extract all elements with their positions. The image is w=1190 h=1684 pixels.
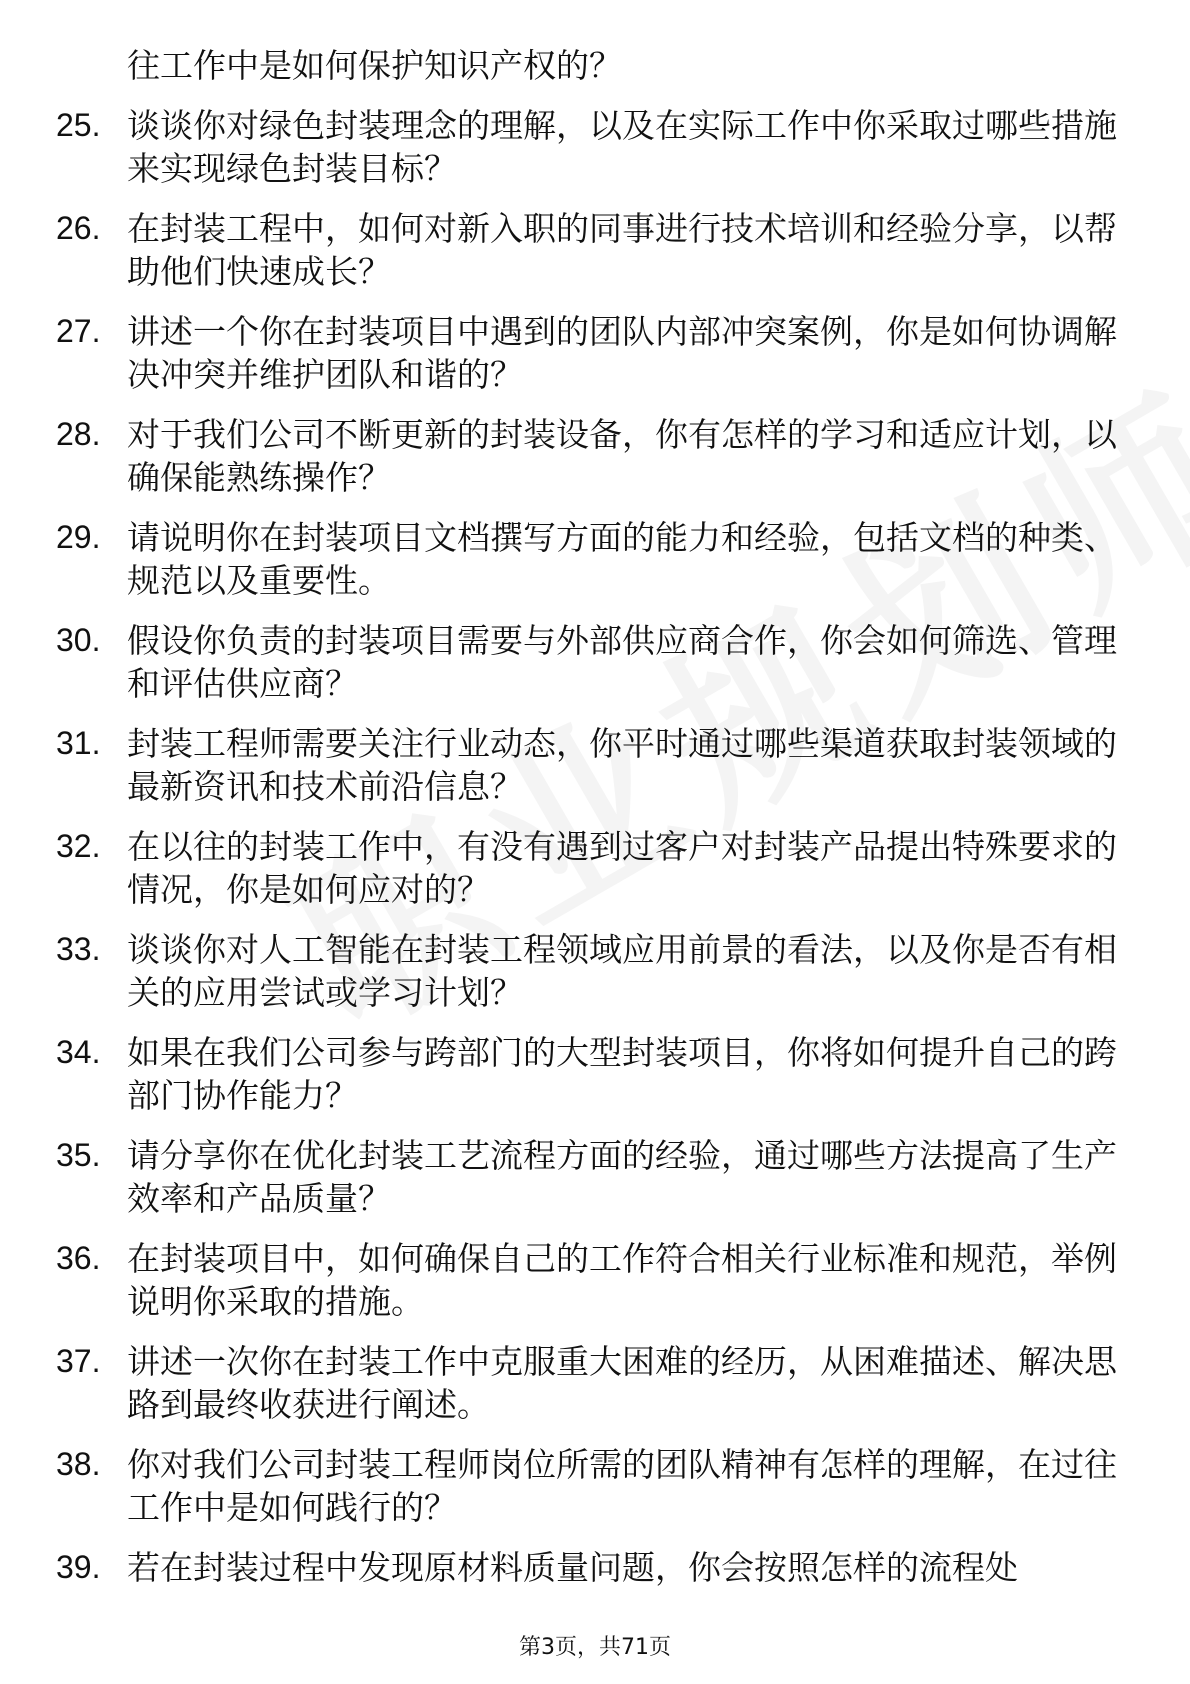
question-number: 29.	[56, 519, 101, 555]
question-number: 30.	[56, 622, 101, 658]
question-item	[0, 1031, 1190, 1117]
question-text: 请分享你在优化封装工艺流程方面的经验，通过哪些方法提高了生产效率和产品质量？	[127, 1136, 1117, 1218]
page-footer: 第3页，共71页	[519, 1635, 671, 1660]
question-item	[0, 1546, 1190, 1589]
question-item	[0, 1237, 1190, 1323]
question-list	[0, 44, 1190, 1606]
question-text: 谈谈你对人工智能在封装工程领域应用前景的看法，以及你是否有相关的应用尝试或学习计划？	[127, 930, 1117, 1012]
question-number: 27.	[56, 313, 101, 349]
question-text: 封装工程师需要关注行业动态，你平时通过哪些渠道获取封装领域的最新资讯和技术前沿信息？	[127, 724, 1117, 806]
question-text: 讲述一次你在封装工作中克服重大困难的经历，从困难描述、解决思路到最终收获进行阐述。	[127, 1342, 1117, 1424]
question-number: 32.	[56, 828, 101, 864]
question-item	[0, 310, 1190, 396]
items-container	[0, 104, 1190, 1589]
question-number: 39.	[56, 1549, 101, 1585]
question-number: 26.	[56, 210, 101, 246]
question-item	[0, 1443, 1190, 1529]
question-number: 31.	[56, 725, 101, 761]
question-item	[0, 825, 1190, 911]
question-text: 假设你负责的封装项目需要与外部供应商合作，你会如何筛选、管理和评估供应商？	[127, 621, 1117, 703]
question-text: 请说明你在封装项目文档撰写方面的能力和经验，包括文档的种类、规范以及重要性。	[127, 518, 1117, 600]
question-text: 在封装项目中，如何确保自己的工作符合相关行业标准和规范，举例说明你采取的措施。	[127, 1239, 1117, 1321]
question-number: 35.	[56, 1137, 101, 1173]
question-number: 38.	[56, 1446, 101, 1482]
question-text: 讲述一个你在封装项目中遇到的团队内部冲突案例，你是如何协调解决冲突并维护团队和谐的？	[127, 312, 1117, 394]
question-item	[0, 722, 1190, 808]
question-text: 在封装工程中，如何对新入职的同事进行技术培训和经验分享，以帮助他们快速成长？	[127, 209, 1117, 291]
question-number: 28.	[56, 416, 101, 452]
question-text: 如果在我们公司参与跨部门的大型封装项目，你将如何提升自己的跨部门协作能力？	[127, 1033, 1117, 1115]
question-text: 谈谈你对绿色封装理念的理解，以及在实际工作中你采取过哪些措施来实现绿色封装目标？	[127, 106, 1117, 188]
question-text: 你对我们公司封装工程师岗位所需的团队精神有怎样的理解，在过往工作中是如何践行的？	[127, 1445, 1117, 1527]
question-text: 在以往的封装工作中，有没有遇到过客户对封装产品提出特殊要求的情况，你是如何应对的？	[127, 827, 1117, 909]
question-item	[0, 1134, 1190, 1220]
question-number: 37.	[56, 1343, 101, 1379]
question-item	[0, 1340, 1190, 1426]
question-item	[0, 928, 1190, 1014]
question-item	[0, 104, 1190, 190]
question-item	[0, 619, 1190, 705]
question-item	[0, 516, 1190, 602]
question-number: 33.	[56, 931, 101, 967]
question-text: 若在封装过程中发现原材料质量问题，你会按照怎样的流程处	[127, 1548, 1018, 1587]
question-number: 25.	[56, 107, 101, 143]
question-text: 对于我们公司不断更新的封装设备，你有怎样的学习和适应计划，以确保能熟练操作？	[127, 415, 1117, 497]
question-item	[0, 207, 1190, 293]
question-item	[0, 413, 1190, 499]
question-number: 34.	[56, 1034, 101, 1070]
question-number: 36.	[56, 1240, 101, 1276]
continued-question-text: 往工作中是如何保护知识产权的？	[127, 46, 622, 85]
